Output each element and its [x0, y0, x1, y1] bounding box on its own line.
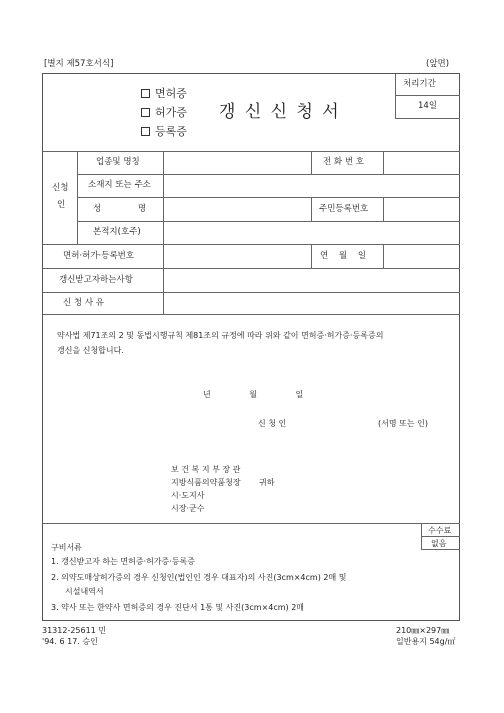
name-label: 성 명 — [93, 204, 147, 214]
recipient-regional-office: 지방식품의약품청장 — [171, 478, 241, 487]
signature-or-seal-label: (서명 또는 인) — [378, 419, 428, 428]
checkbox-icon[interactable] — [141, 127, 150, 136]
reason-label: 신 청 사 유 — [63, 298, 104, 308]
checkbox-icon[interactable] — [141, 108, 150, 117]
recipient-mayor: 시장·군수 — [171, 504, 205, 513]
footer-size: 210㎜×297㎜ — [396, 626, 450, 635]
footer-code: 31312-25611 민 — [42, 626, 107, 635]
statement-line-2: 갱신을 신청합니다. — [57, 346, 124, 355]
renewal-matter-label: 갱신받고자하는사항 — [59, 275, 133, 285]
recipient-governor: 시·도지사 — [171, 491, 205, 500]
option-permit[interactable]: 허가증 — [141, 107, 187, 118]
document-item-1: 1. 갱신받고자 하는 면허증·허가증·등록증 — [51, 557, 195, 566]
resident-id-label: 주민등록번호 — [319, 204, 369, 214]
fee-label: 수수료 — [428, 526, 452, 535]
license-number-label: 면허·허가·등록번호 — [63, 251, 135, 261]
form-title: 갱 신 신 청 서 — [219, 102, 341, 122]
processing-period-label: 처리기간 — [403, 79, 436, 89]
footer-paper: 일반용지 54g/㎡ — [396, 637, 456, 646]
domicile-label: 본적지(호주) — [93, 227, 141, 237]
form-number: [별지 제57호서식] — [44, 59, 114, 69]
option-license[interactable]: 면허증 — [141, 88, 187, 99]
phone-label: 전 화 번 호 — [323, 157, 364, 167]
date-label: 연 월 일 — [320, 251, 367, 261]
documents-title: 구비서류 — [51, 543, 82, 552]
document-item-2: 2. 의약도매상허가증의 경우 신청인(법인인 경우 대표자)의 사진(3cm×4cm) 2매 및 — [51, 573, 347, 582]
business-name-label: 업종및 명칭 — [96, 157, 140, 167]
recipient-suffix: 귀하 — [259, 478, 275, 487]
checkbox-icon[interactable] — [141, 89, 150, 98]
application-form — [42, 73, 460, 621]
applicant-section-label: 신청 — [52, 183, 69, 193]
statement-line-1: 약사법 제71조의 2 및 동법시행규칙 제81조의 규정에 따라 위와 같이 면허증·허가증·등록증의 — [57, 331, 384, 340]
page-side-label: (앞면) — [426, 59, 450, 69]
fee-value: 없음 — [431, 539, 447, 548]
document-item-3: 3. 약사 또는 한약사 면허증의 경우 진단서 1통 및 사진(3cm×4cm) 2매 — [51, 603, 305, 612]
option-registration[interactable]: 등록증 — [141, 126, 187, 137]
processing-period-value: 14일 — [418, 101, 438, 111]
footer-approval: '94. 6 17. 승인 — [42, 637, 98, 646]
document-item-2-cont: 시설내역서 — [65, 587, 104, 596]
applicant-signature-label: 신 청 인 — [258, 419, 287, 428]
recipient-minister: 보 건 복 지 부 장 관 — [171, 465, 241, 474]
applicant-section-label-2: 인 — [57, 200, 66, 210]
address-label: 소재지 또는 주소 — [88, 180, 151, 190]
statement-date: 년 월 일 — [203, 390, 304, 399]
